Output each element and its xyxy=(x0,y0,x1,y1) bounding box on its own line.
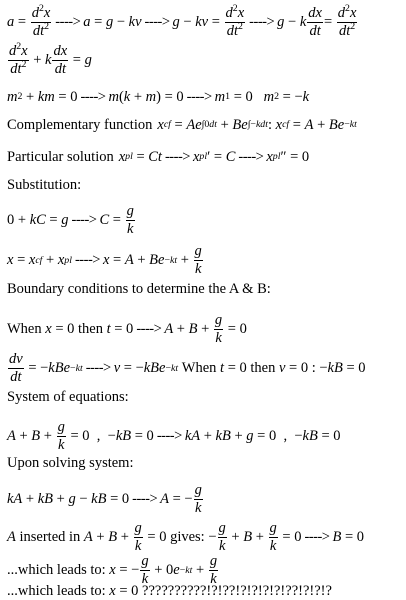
substitution-heading xyxy=(7,178,404,193)
leads-label-2: ...which leads to: xyxy=(7,583,106,599)
equation-line-2: $\frac{d^2x}{dt^2}$ + k $\frac{dx}{dt}$ = g xyxy=(9,41,92,78)
equation-line-17: ...which leads to: x = − $\frac{g}{k}$ + 0 e −kt + $\frac{g}{k}$ xyxy=(7,553,218,588)
complementary-label: Complementary function xyxy=(7,117,153,133)
boundary-label: Boundary conditions to determine the A & B: xyxy=(7,281,271,297)
equation-line-5: Particular solution x pl = Ct ----> x pl ′ = C ----> x pl ″ = 0 xyxy=(7,149,310,165)
equation-line-15: kA + kB + g − kB = 0 ----> A = − $\frac{g}{k}$ xyxy=(7,482,202,517)
upon-label: Upon solving system: xyxy=(7,455,134,471)
gives-label: gives: xyxy=(170,529,205,546)
equation-line-10: When x = 0 then t = 0 ----> A + B + $\frac{g}{k}$ = 0 xyxy=(7,312,247,347)
system-label: System of equations: xyxy=(7,389,129,405)
boundary-heading xyxy=(7,282,404,297)
equation-line-1: a = $\frac{d^2x}{dt^2}$ ----> a = g − kv ----> g − kv = $\frac{d^2x}{dt^2}$ ----> g − k $\frac{dx}{dt}$ = $\frac{d^2x}{dt^2}$ xyxy=(7,3,357,40)
question-marks: ??????????!?!??!?!?!?!?!??!?!?!? xyxy=(142,583,332,599)
when-label-2: When xyxy=(181,360,217,377)
equation-line-18: ...which leads to: x = 0 ??????????!?!??!?!?!?!?!??!?!?!? xyxy=(7,583,332,599)
substitution-label: Substitution: xyxy=(7,177,82,193)
equation-line-8: x = x cf + x pl ----> x = A + Be −kt + $\frac{g}{k}$ xyxy=(7,243,202,278)
equation-line-16: A inserted in A + B + $\frac{g}{k}$ = 0 gives: − $\frac{g}{k}$ + B + $\frac{g}{k}$ = 0 ----> B = 0 xyxy=(7,520,364,555)
then-label: then xyxy=(78,321,103,338)
equation-line-3: m 2 + km = 0 ----> m ( k + m ) = 0 ----> m 1 = 0 m 2 = − k xyxy=(7,89,310,105)
equation-line-4: Complementary function x cf = Ae ∫0dt + Be ∫−kdt : x cf = A + Be −kt xyxy=(7,117,357,133)
equation-line-13: A + B + $\frac{g}{k}$ = 0 , − kB = 0 ----> kA + kB + g = 0 , − kB = 0 xyxy=(7,419,341,454)
particular-label: Particular solution xyxy=(7,149,114,165)
system-heading xyxy=(7,390,404,405)
then-label-2: then xyxy=(250,360,276,377)
upon-heading xyxy=(7,456,404,471)
equation-line-11: $\frac{dv}{dt}$ = − kBe −kt ----> v = − kBe −kt When t = 0 then v = 0 : − kB = 0 xyxy=(9,351,366,386)
equation-line-7: 0 + kC = g ----> C = $\frac{g}{k}$ xyxy=(7,203,134,238)
when-label: When xyxy=(7,321,42,338)
inserted-label: inserted in xyxy=(19,529,81,546)
leads-label-1: ...which leads to: xyxy=(7,562,106,579)
